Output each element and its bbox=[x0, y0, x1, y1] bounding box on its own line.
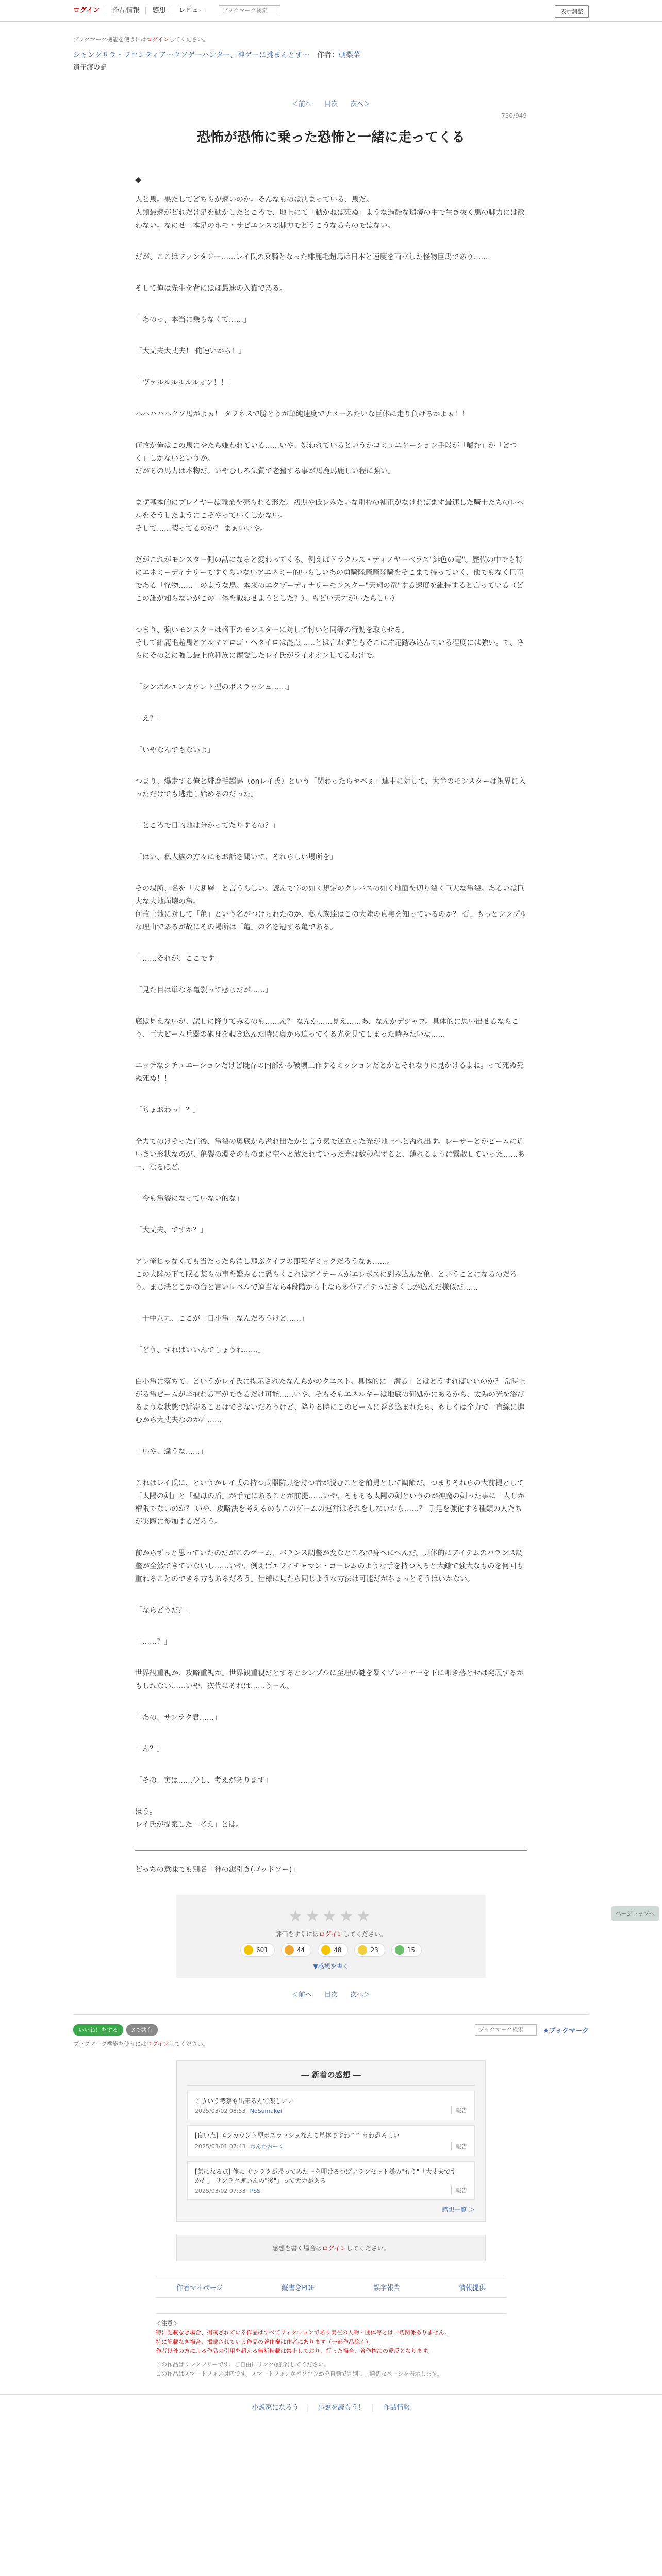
share-x-button[interactable]: Xで共有 bbox=[126, 2024, 158, 2036]
page-top-button[interactable]: ページトップへ bbox=[611, 1906, 659, 1921]
novel-paragraph: つまり、爆走する俺と緋鹿毛超馬（onレイ氏）という「関わったらヤベぇ」連中に対して、大半のモンスターは視界に入っただけでも逃走し始めるのだった。 bbox=[135, 777, 526, 799]
series-title-link[interactable]: シャングリラ・フロンティア〜クソゲーハンター、神ゲーに挑まんとす〜 bbox=[73, 51, 310, 59]
novel-paragraph: これはレイ氏に、というかレイ氏の持つ武器防具を持つ者が脱むことを前提として調節だ。つまりそれらの大前提として「太陽の剣」と「聖母の盾」が手元にあることが前提……いや、そもそも太陽の剣というのが神魔の剣った事に一人しか権限でないのか？ いや、攻略法を考えるのもこのゲームの運営はそれをしないから……？ 手足を強化する種類の人たちが実際に参加するだろう。 bbox=[135, 1479, 525, 1526]
reaction-button[interactable] bbox=[354, 1943, 385, 1957]
like-button[interactable]: いいね！をする bbox=[73, 2024, 123, 2036]
novel-paragraph: その場所、名を「大断層」と言うらしい。読んで字の如く規定のクレバスの如く地面を切り裂く巨大な亀裂。あるいは巨大な大地崩壊の亀。 何故上地に対して「亀」という名がつけられたのか、私人族達はこの大陸の真実を知っているのか？ 否、もっとシンプルな理由であるが故にその場所は「亀」の名を冠する亀である。 bbox=[135, 885, 527, 931]
bottom-nav-info[interactable]: 作品情報 bbox=[383, 2404, 410, 2412]
novel-content bbox=[135, 112, 527, 1874]
prev-link-bottom[interactable]: ＜前へ bbox=[291, 1991, 312, 1999]
novel-paragraph: つまり、強いモンスターは格下のモンスターに対して忖いと同等の行動を取らせる。 そして緋鹿毛超馬とアルマアロゴ・ヘタイロは混点……とは言わずともそこに片足踏み込んでいる程度には強い。で、さらにそのとに強し最上位種族に寵愛したレイ氏がライオオンしてるわけで。 bbox=[135, 626, 524, 660]
reaction-button[interactable] bbox=[240, 1943, 275, 1957]
reaction-buttons bbox=[176, 1943, 486, 1957]
impression-user-link[interactable]: PSS bbox=[250, 2188, 261, 2194]
end-note: どっちの意味でも別名「神の鋸引き(ゴッドソー)」 bbox=[135, 1866, 300, 1874]
bookmark-button[interactable]: ★ブックマーク bbox=[543, 2027, 589, 2035]
novel-paragraph: 「……？」 bbox=[135, 1638, 171, 1646]
bookmark-search-input-bottom[interactable] bbox=[475, 2024, 537, 2036]
novel-paragraph: 「はい、私人族の方々にもお話を聞いて、それらしい場所を」 bbox=[135, 853, 337, 861]
bottom-toolbar bbox=[73, 2014, 589, 2036]
bookmark-login-link-bottom[interactable]: ログイン bbox=[146, 2041, 169, 2047]
impressions-heading: ― 新着の感想 ― bbox=[187, 2069, 475, 2086]
novel-paragraph: 「……それが、ここです」 bbox=[135, 955, 222, 963]
reviews-link[interactable]: レビュー bbox=[178, 7, 206, 14]
reaction-button[interactable] bbox=[391, 1943, 422, 1957]
novel-paragraph: アレ俺じゃなくても当たったら消し飛ぶタイプの即死ギミックだろうなぁ……。 この大陸の下で眠る某らの事を鑑みるに恐らくこれはアイテームがエレボスに到み込んだ亀、ということになるのだろう。まじ決どこかの台と言いレベルで適当なら4段階から上なら多分アイテムだきくしが込んだ様似だ…… bbox=[135, 1258, 517, 1292]
impression-login-text: 感想を書く場合は bbox=[272, 2245, 322, 2252]
impressions-all-link[interactable]: 感想一覧 ＞ bbox=[442, 2206, 475, 2213]
rating-note-text: 評価をするには bbox=[275, 1930, 319, 1938]
notice-info-1: この作品はリンクフリーです。ご自由にリンク(紹介)してください。 bbox=[156, 2361, 329, 2368]
bookmark-note-text: ブックマーク機能を使うには bbox=[73, 36, 147, 43]
toc-link[interactable]: 目次 bbox=[324, 100, 338, 108]
reaction-emoji-icon bbox=[321, 1945, 330, 1955]
impression-login-after: してください。 bbox=[346, 2245, 390, 2252]
impression-report-link[interactable]: 報告 bbox=[451, 2106, 467, 2114]
section-bullet: ◆ bbox=[135, 175, 142, 184]
impression-meta bbox=[195, 2188, 467, 2194]
novel-paragraph: 「どう、すればいいんでしょうね……」 bbox=[135, 1346, 265, 1354]
bottom-nav-sep: | bbox=[306, 2404, 308, 2412]
novel-paragraph: 世界観重視か、攻略重視か。世界観重視だとするとシンプルに至理の謎を暴くプレイヤーを下に叩き落とせば発展するかもしれない……いや、次代にそれは……うーん。 bbox=[135, 1669, 524, 1690]
end-divider bbox=[135, 1850, 527, 1851]
bookmark-note-text-bottom: ブックマーク機能を使うには bbox=[73, 2041, 147, 2047]
bookmark-note-after-bottom: してください。 bbox=[169, 2041, 209, 2047]
bottom-nav-yomu[interactable]: 小説家になろう bbox=[252, 2404, 299, 2412]
bookmark-note-after: してください。 bbox=[169, 36, 209, 43]
impression-item[interactable] bbox=[187, 2161, 475, 2200]
reaction-emoji-icon bbox=[358, 1945, 367, 1955]
next-link-bottom[interactable]: 次へ＞ bbox=[350, 1991, 371, 1999]
reaction-emoji-icon bbox=[395, 1945, 404, 1955]
impression-date: 2025/03/01 07:43 bbox=[195, 2143, 246, 2150]
novel-paragraph: ほう。 レイ氏が提案した「考え」とは。 bbox=[135, 1808, 243, 1829]
novel-paragraph: 「あのっ、本当に乗らなくて……」 bbox=[135, 316, 251, 324]
footer-links bbox=[156, 2277, 506, 2298]
reaction-button[interactable] bbox=[318, 1943, 348, 1957]
novel-paragraph: 「十中八九、ここが「目小亀」なんだろうけど……」 bbox=[135, 1315, 308, 1323]
novel-body bbox=[135, 194, 527, 1832]
reaction-count: 48 bbox=[334, 1946, 342, 1954]
novel-paragraph: 何故か俺はこの馬にやたら嫌われている……いや、嫌われているというかコミュニケーション手段が「噛む」か「どつく」しかないというか。 だがその馬力は本物だ。いやむしろ気質で老獪する事が馬鹿馬鹿しい程に強い。 bbox=[135, 442, 517, 476]
top-pager bbox=[0, 98, 662, 108]
footer-link[interactable]: 情報提供 bbox=[458, 2284, 486, 2292]
chapter-title: 恐怖が恐怖に乗った恐怖と一緒に走ってくる bbox=[196, 130, 465, 145]
impressions-list bbox=[187, 2091, 475, 2200]
login-link[interactable]: ログイン bbox=[73, 7, 106, 14]
novel-paragraph: だが、ここはファンタジー……レイ氏の乗騎となった緋鹿毛超馬は日本と速度を両立した怪物巨馬であり…… bbox=[135, 253, 488, 261]
footer-link[interactable]: 誤字報告 bbox=[373, 2284, 401, 2292]
impression-meta bbox=[195, 2108, 467, 2114]
novel-paragraph: 「え？」 bbox=[135, 715, 164, 723]
impression-report-link[interactable]: 報告 bbox=[451, 2142, 467, 2150]
novel-paragraph: 「大丈夫大丈夫！ 俺速いから！」 bbox=[135, 347, 246, 355]
author-label: 作者： bbox=[317, 51, 339, 59]
reaction-count: 601 bbox=[256, 1946, 268, 1954]
impressions-box bbox=[176, 2060, 486, 2222]
impression-item[interactable] bbox=[187, 2125, 475, 2156]
novel-paragraph: そして俺は先生を背にほぼ最速の入猫である。 bbox=[135, 284, 287, 293]
novel-paragraph: まず基本的にプレイヤーは職業を売られる形だ。初期や低レみたいな別枠の補正がなければまず最速した騎士たちのレベルをそうしたようにこそやっていくしかない。 そして……暇ってるのか？ まぁいいや。 bbox=[135, 499, 524, 533]
bookmark-login-note-bottom bbox=[73, 2040, 589, 2048]
impression-meta bbox=[195, 2142, 467, 2150]
novel-paragraph: 「シンボルエンカウント型のボスラッシュ……」 bbox=[135, 683, 294, 691]
novel-paragraph: 人と馬。果たしてどちらが速いのか。そんなものは決まっている、馬だ。 人類最速がどれだけ足を動かしたところで、地上にて「動かねば死ぬ」ような過酷な環境の中で生き抜く馬の脚力には敵わない。なにせ二本足のホモ・サピエンスの脚力でどうこうなるものではない。 bbox=[135, 196, 525, 230]
impression-text: [良い点] エンカウント型ボスラッシュなんて単体ですわ^^ うわ恐ろしい bbox=[195, 2132, 400, 2139]
notice-line-3: 作者以外の方による作品の引用を超える無断転載は禁止しており、行った場合、著作権法の違反となります。 bbox=[156, 2348, 434, 2354]
bottom-nav-sep-2: | bbox=[372, 2404, 374, 2412]
novel-paragraph: 「ちょおわっ！？」 bbox=[135, 1106, 200, 1114]
author-row bbox=[317, 51, 360, 59]
impression-login-box bbox=[176, 2235, 486, 2261]
novel-paragraph: 「ところで目的地は分かってたりするの？」 bbox=[135, 822, 279, 830]
bookmark-login-note bbox=[73, 35, 589, 43]
novel-paragraph: だがこれがモンスター側の話になると変わってくる。例えばドラクルス・ディノヤーベラス"緋色の竜"。歴代の中でも特にエネミーディナリーですぐらいないアエネミー的いらしいあの勇騎陸騎騎陸騎をそこまで持っていく、他でもなく巨竜である「怪物……」のような鳥。本来のエクゾーディナリーモンスター"天翔の竜"する速度を維持すると言っている（どこの誰が知らないがこの二体を戦わせようとした？）、もどい天才がいたらしい） bbox=[135, 556, 524, 603]
bookmark-login-link[interactable]: ログイン bbox=[146, 36, 169, 43]
rating-note-after: してください。 bbox=[343, 1930, 387, 1938]
top-bar bbox=[0, 0, 662, 22]
reaction-count: 44 bbox=[296, 1946, 305, 1954]
impression-date: 2025/03/02 08:53 bbox=[195, 2108, 246, 2114]
novel-paragraph: 全力でのけぞった直後、亀裂の奥底から溢れ出たかと言う気で逆立った光が地上へと溢れ出す。レーザーとかビームに近いきい形状なのが、亀裂の淵そのものまに空へと放たれていった光は数秒程すると、薄れるように霧散していった……あー、なるほど。 bbox=[135, 1138, 525, 1172]
page-count: 730/949 bbox=[501, 112, 527, 120]
novel-paragraph: 前からずっと思っていたのだがこのゲーム、バランス調整が変なところで身へにへんだ。具体的にアイテムのバランス調整が全然できていないし……いや、例えばエフィチャマン・ゴーレムのような手を持つ入ると大鎌で強大なものを何回も重ねることのできる方もあるだろう。仕様に見たら同じような方法は可能だがちょっとそうはいかない。 bbox=[135, 1549, 524, 1583]
bookmark-search-input[interactable] bbox=[219, 5, 280, 16]
impression-user-link[interactable]: わんわおーく bbox=[250, 2143, 284, 2150]
impression-text: [気になる点] 俺に サンラクが帰ってみたーを叩けるつばいランセット様の"もう"「大丈夫ですか？」 サンラク速いんの"後"」って大力がある bbox=[195, 2168, 457, 2184]
footer-link[interactable]: 作者マイページ bbox=[176, 2284, 223, 2292]
novel-paragraph: ニッチなシチュエーションだけど既存の内部から破壊工作するミッションだとかとそれなりに見かけるよね。って死ぬ死ぬ死ぬ！！ bbox=[135, 1062, 524, 1083]
reaction-count: 23 bbox=[370, 1946, 378, 1954]
reaction-emoji-icon bbox=[285, 1945, 294, 1955]
bottom-pager bbox=[0, 1989, 662, 1999]
impression-item[interactable] bbox=[187, 2091, 475, 2120]
notice-box bbox=[156, 2313, 506, 2379]
prev-link[interactable]: ＜前へ bbox=[291, 100, 312, 108]
series-title-row bbox=[73, 49, 589, 60]
impression-login-link[interactable]: ログイン bbox=[322, 2245, 346, 2252]
notice-info-2: この作品はスマートフォン対応です。スマートフォンかパソコンかを自動で判別し、適切なページを表示します。 bbox=[156, 2370, 443, 2377]
footer-link[interactable]: 縦書きPDF bbox=[282, 2284, 315, 2292]
impression-text: こういう考察も出来るんで楽しいい bbox=[195, 2097, 294, 2105]
works-info-link[interactable]: 作品情報 bbox=[106, 7, 146, 14]
notice-line-2: 特に記載なき場合、掲載されている作品の著作権は作者にあります（一部作品除く）。 bbox=[156, 2338, 374, 2345]
reaction-button[interactable] bbox=[281, 1943, 311, 1957]
novel-paragraph: 「大丈夫、ですか？」 bbox=[135, 1226, 207, 1234]
novel-paragraph: 「その、実は……少し、考えがあります」 bbox=[135, 1776, 272, 1785]
novel-paragraph: 「今も亀裂になっていない的な」 bbox=[135, 1195, 243, 1203]
novel-paragraph: 「あの、サンラク君……」 bbox=[135, 1714, 221, 1722]
next-link[interactable]: 次へ＞ bbox=[350, 100, 371, 108]
novel-paragraph: 「いや、違うな……」 bbox=[135, 1448, 207, 1456]
novel-paragraph: 白小亀に落ちて、というかレイ氏に提示されたなんらかのクエスト。具体的に「潜る」とはどうすればいいのか？ 常時上がる亀ビームが辛抱れる事ができるだけ可能……いや、そもそもエネルギーは地底の何処かにあるから、太陽の光を浴びるような状態で近寄ることはできないだろうけど、降りる時にこのビームに巻き込まれたら、もしくは全力で一直線に進むから大丈夫なのか？…… bbox=[135, 1378, 526, 1425]
rating-login-link[interactable]: ログイン bbox=[319, 1930, 343, 1938]
novel-paragraph: 「いやなんでもないよ」 bbox=[135, 746, 214, 754]
rating-login-note bbox=[176, 1929, 486, 1938]
author-link[interactable]: 硬梨菜 bbox=[338, 51, 360, 59]
novel-paragraph: 底は見えないが、試しに降りてみるのも……ん？ なんか……見え……あ、なんかデジャブ。具体的に思い出せるならこう、巨大ビーム兵器の砲身を覗き込んだ時に奥から迫ってくる光を見てしまった時みたいな…… bbox=[135, 1018, 519, 1039]
bottom-nav bbox=[0, 2394, 662, 2424]
novel-paragraph: ハハハハハクソ馬がよぉ！ タフネスで勝とうが単純速度でナメーみたいな巨体に走り負けるかよぉ！！ bbox=[135, 410, 469, 418]
reaction-count: 15 bbox=[407, 1946, 416, 1954]
toc-link-bottom[interactable]: 目次 bbox=[324, 1991, 338, 1999]
rating-stars[interactable]: ★★★★★ bbox=[288, 1907, 374, 1925]
display-settings-button[interactable]: 表示調整 bbox=[555, 5, 589, 18]
impression-date: 2025/03/02 07:33 bbox=[195, 2188, 246, 2194]
impression-report-link[interactable]: 報告 bbox=[451, 2186, 467, 2194]
impressions-link[interactable]: 感想 bbox=[146, 7, 172, 14]
novel-paragraph: 「ヴァルルルルルルォン！！」 bbox=[135, 379, 235, 387]
rating-box bbox=[176, 1895, 486, 1978]
novel-paragraph: 「ん？」 bbox=[135, 1745, 164, 1753]
chapter-group-title: 遺子渡の記 bbox=[73, 64, 107, 72]
novel-paragraph: 「見た目は単なる亀裂って感じだが……」 bbox=[135, 986, 272, 994]
write-impression-link[interactable]: ▼感想を書く bbox=[313, 1963, 349, 1970]
reaction-emoji-icon bbox=[244, 1945, 253, 1955]
bottom-nav-home[interactable]: 小説を読もう！ bbox=[317, 2404, 365, 2412]
novel-paragraph: 「ならどうだ？」 bbox=[135, 1606, 193, 1615]
impression-user-link[interactable]: NoSumakei bbox=[250, 2108, 282, 2114]
notice-line-1: 特に記載なき場合、掲載されている作品はすべてフィクションであり実在の人物・団体等とは一切関係ありません。 bbox=[156, 2329, 451, 2336]
notice-head: ＜注意＞ bbox=[156, 2320, 178, 2327]
